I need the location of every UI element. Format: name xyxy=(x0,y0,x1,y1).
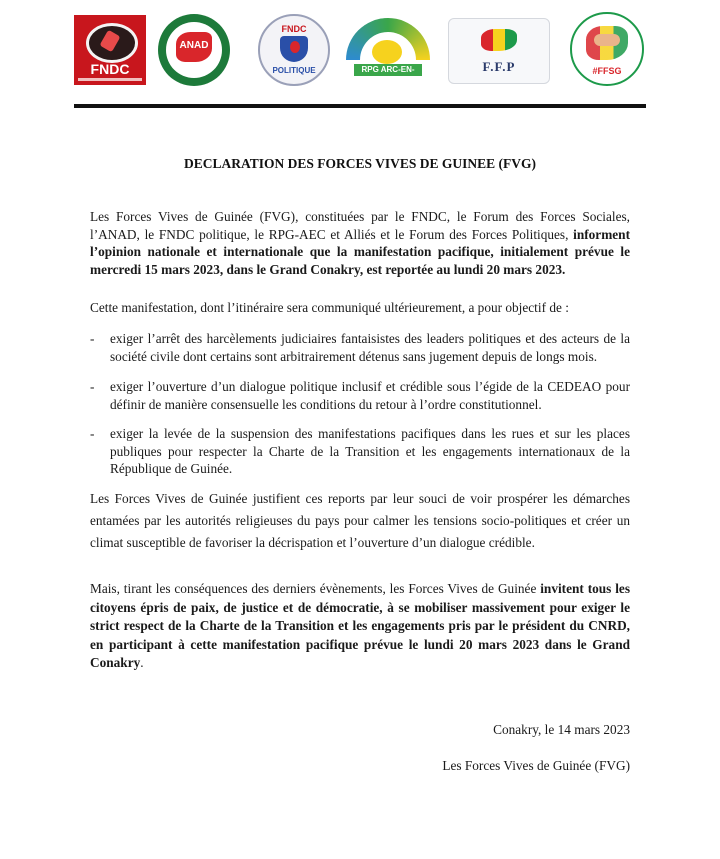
handshake-icon xyxy=(594,34,620,46)
list-item: - exiger la levée de la suspension des manifestations pacifiques dans les rues et sur les places publiques pour respecter la Charte de la Transition et les engagements internationaux de la République de Guinée. xyxy=(90,426,630,477)
fndc-politique-top-text: FNDC xyxy=(281,24,307,34)
call-to-action-paragraph: Mais, tirant les conséquences des derniers évènements, les Forces Vives de Guinée invitent tous les citoyens épris de paix, de justice et de démocratie, à se mobiliser massivement pour exiger le strict respect de la Charte de la Transition et les engagements pris par le président du CNRD, en participant à cette manifestation pacifique prévue le lundi 20 mars 2023 dans le Grand Conakry. xyxy=(90,581,631,670)
ffp-logo xyxy=(448,18,550,84)
objective-intro: Cette manifestation, dont l’itinéraire sera communiqué ultérieurement, a pour objectif de : xyxy=(90,300,569,315)
fndc-politique-logo xyxy=(258,14,330,86)
anad-logo xyxy=(158,14,230,86)
fndc-emblem-icon xyxy=(86,23,138,63)
shield-icon xyxy=(280,36,308,62)
logo-row xyxy=(74,12,644,88)
guinea-map-icon xyxy=(481,29,517,51)
intro-paragraph: Les Forces Vives de Guinée (FVG), constituées par le FNDC, le Forum des Forces Sociales, l’ANAD, le FNDC politique, le RPG-AEC et Alliés et le Forum des Forces Politiques, informent l’opinion nationale et internationale que la manifestation pacifique, initialement prévue le mercredi 15 mars 2023, dans le Grand Conakry, est reportée au lundi 20 mars 2023. xyxy=(90,209,630,277)
ffsg-logo xyxy=(570,12,644,86)
rpg-logo-text: RPG ARC-EN-CIEL xyxy=(354,64,422,76)
fndc-logo xyxy=(74,15,146,85)
fndc-logo-text: FNDC xyxy=(90,61,130,77)
document-title: DECLARATION DES FORCES VIVES DE GUINEE (FVG) xyxy=(183,156,537,171)
place-date: Conakry, le 14 mars 2023 xyxy=(493,722,630,737)
header-divider xyxy=(74,104,646,108)
justification-paragraph: Les Forces Vives de Guinée justifient ces reports par leur souci de voir prospérer les démarches entamées par les autorités religieuses du pays pour calmer les tensions socio-politiques et créer un climat susceptible de favoriser la décrispation et l’ouverture d’un dialogue crédible. xyxy=(90,491,630,550)
signature: Les Forces Vives de Guinée (FVG) xyxy=(442,758,630,773)
ffsg-logo-text: #FFSG xyxy=(592,66,622,76)
ffp-logo-text: F.F.P xyxy=(482,59,516,74)
fndc-politique-bottom-text: POLITIQUE xyxy=(272,66,316,75)
list-item: - exiger l’ouverture d’un dialogue politique inclusif et crédible sous l’égide de la CEDEAO pour définir de manière consensuelle les conditions du retour à l’ordre constitutionnel. xyxy=(90,379,630,412)
rpg-arc-en-ciel-logo xyxy=(342,16,434,84)
sun-icon xyxy=(372,40,402,64)
anad-logo-text: ANAD xyxy=(179,40,209,51)
list-item: - exiger l’arrêt des harcèlements judiciaires fantaisistes des leaders politiques et des acteurs de la société civile dont certains sont arbitrairement détenus sans jugement depuis de longs mois. xyxy=(90,331,630,364)
